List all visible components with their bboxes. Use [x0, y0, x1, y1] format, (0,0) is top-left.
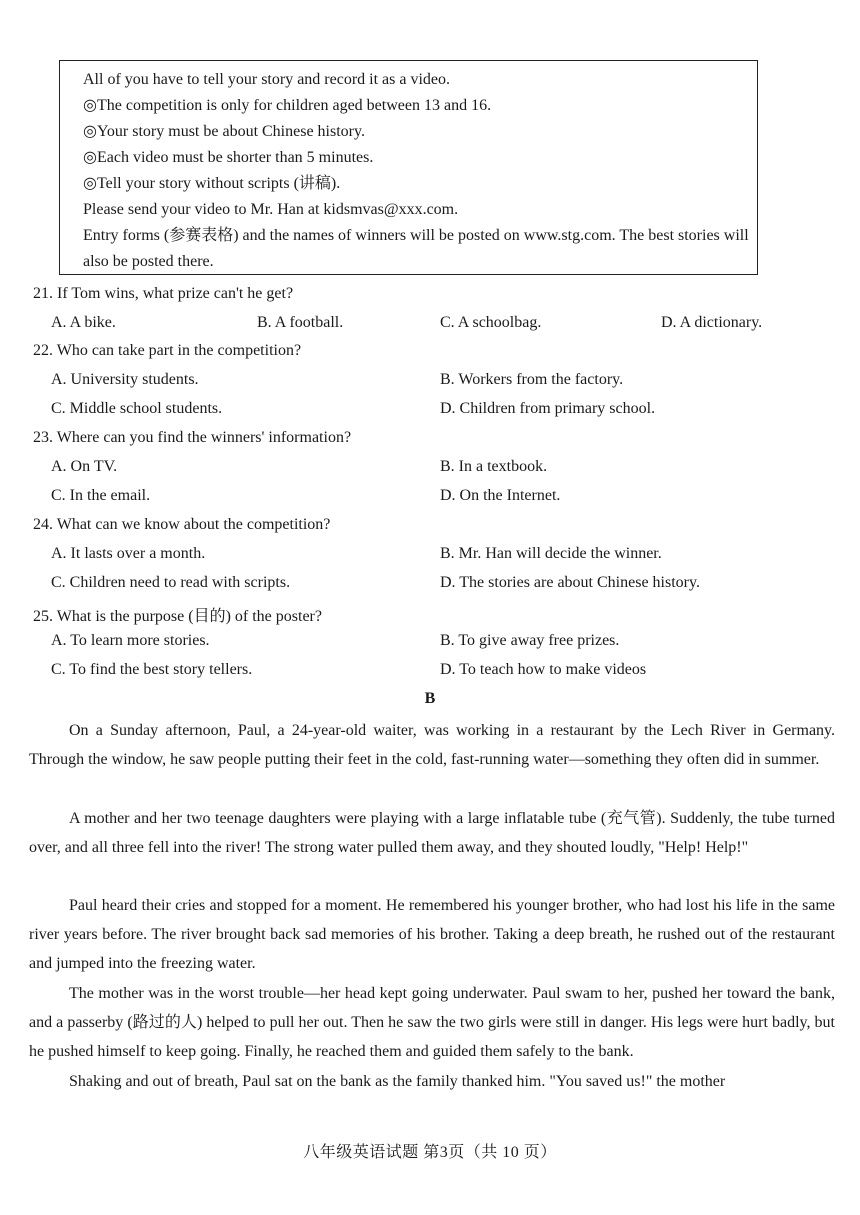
option-b: B. To give away free prizes.	[440, 632, 620, 649]
option-a: A. A bike.	[51, 314, 116, 331]
option-b: B. Mr. Han will decide the winner.	[440, 545, 662, 562]
option-d: D. A dictionary.	[661, 314, 763, 331]
passage-paragraph: Shaking and out of breath, Paul sat on the bank as the family thanked him. "You saved us!" the mother	[69, 1073, 726, 1090]
question-stem: 24. What can we know about the competition?	[33, 516, 331, 533]
section-heading: B	[424, 690, 436, 707]
passage-paragraph: A mother and her two teenage daughters were playing with a large inflatable tube (充气管). Suddenly, the tube turned over, and all three fell into the river! The strong water pulled them away, and they shouted loudly, "Help! Help!"	[29, 810, 835, 857]
passage-paragraph: On a Sunday afternoon, Paul, a 24-year-old waiter, was working in a restaurant by the Lech River in Germany. Through the window, he saw people putting their feet in the cold, fast-running water—something they often did in summer.	[29, 722, 835, 769]
option-c: C. In the email.	[51, 487, 151, 504]
notice-line: ◎Each video must be shorter than 5 minutes.	[83, 149, 374, 166]
option-d: D. On the Internet.	[440, 487, 561, 504]
notice-line: Please send your video to Mr. Han at kidsmvas@xxx.com.	[83, 201, 459, 218]
option-a: A. To learn more stories.	[51, 632, 210, 649]
notice-line: All of you have to tell your story and record it as a video.	[83, 71, 451, 88]
option-b: B. In a textbook.	[440, 458, 548, 475]
option-b: B. Workers from the factory.	[440, 371, 624, 388]
option-a: A. University students.	[51, 371, 199, 388]
option-a: A. It lasts over a month.	[51, 545, 206, 562]
option-c: C. Children need to read with scripts.	[51, 574, 291, 591]
passage-paragraph: Paul heard their cries and stopped for a moment. He remembered his younger brother, who had lost his life in the same river years before. The river brought back sad memories of his brother. Taking a deep breath, he rushed out of the restaurant and jumped into the freezing water.	[29, 897, 835, 973]
option-c: C. A schoolbag.	[440, 314, 542, 331]
question-stem: 22. Who can take part in the competition?	[33, 342, 302, 359]
question-stem: 25. What is the purpose (目的) of the poster?	[33, 608, 322, 625]
notice-box	[59, 60, 758, 275]
passage-paragraph: The mother was in the worst trouble—her head kept going underwater. Paul swam to her, pushed her toward the bank, and a passerby (路过的人) helped to pull her out. Then he saw the two girls were still in danger. His legs were hurt badly, but he pushed himself to keep going. Finally, he reached them and guided them safely to the bank.	[29, 985, 835, 1061]
notice-line: ◎The competition is only for children aged between 13 and 16.	[83, 97, 492, 114]
question-stem: 21. If Tom wins, what prize can't he get?	[33, 285, 294, 302]
option-b: B. A football.	[257, 314, 344, 331]
question-stem: 23. Where can you find the winners' information?	[33, 429, 352, 446]
option-a: A. On TV.	[51, 458, 118, 475]
page-footer: 八年级英语试题 第3页（共 10 页）	[303, 1144, 557, 1161]
option-d: D. To teach how to make videos	[440, 661, 647, 678]
option-d: D. The stories are about Chinese history.	[440, 574, 700, 591]
notice-line: ◎Your story must be about Chinese history.	[83, 123, 365, 140]
notice-line: ◎Tell your story without scripts (讲稿).	[83, 175, 341, 192]
notice-line: Entry forms (参赛表格) and the names of winners will be posted on www.stg.com. The best stories will also be posted there.	[83, 227, 749, 270]
option-d: D. Children from primary school.	[440, 400, 656, 417]
option-c: C. Middle school students.	[51, 400, 223, 417]
option-c: C. To find the best story tellers.	[51, 661, 253, 678]
